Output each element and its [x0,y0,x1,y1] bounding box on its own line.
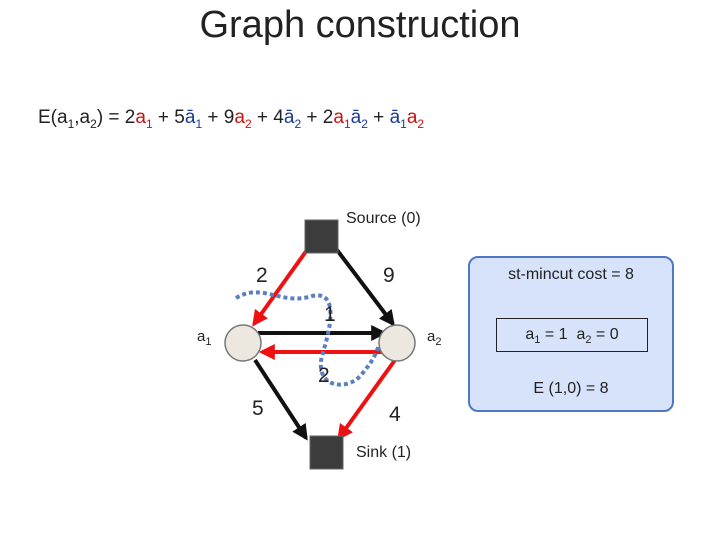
node-a2-label: $a_2$ [427,328,442,348]
node-a1-label: $a_1$ [197,328,212,348]
weight-a2-sink: 4 [389,403,401,426]
node-a2 [379,325,415,361]
weight-source-a2: 9 [383,264,395,287]
sink-label: Sink (1) [356,444,412,461]
weight-a1-sink: 5 [252,397,264,420]
weight-a1-a2: 1 [324,303,336,326]
source-label: Source (0) [346,210,421,227]
mincut-cost-text: st-mincut cost = 8 [508,266,634,283]
node-a1 [225,325,261,361]
sink-terminal [310,436,343,469]
edge-a2-sink [339,360,395,438]
energy-equation: $E(a_1,a_2) = 2a_1$ + $5ā_1 + 9a_2$ + $4ā_2$ + $2a_1ā_2$ + $ā_1a_2$ [38,107,425,131]
assignment-box: $a_1 = 1$ $a_2 = 0$ [496,318,648,352]
slide-title: Graph construction [199,4,521,46]
result-panel [468,256,674,412]
energy-value-text: E (1,0) = 8 [533,380,609,397]
weight-a2-a1: 2 [318,364,330,387]
source-terminal [305,220,338,253]
weight-source-a1: 2 [256,264,268,287]
